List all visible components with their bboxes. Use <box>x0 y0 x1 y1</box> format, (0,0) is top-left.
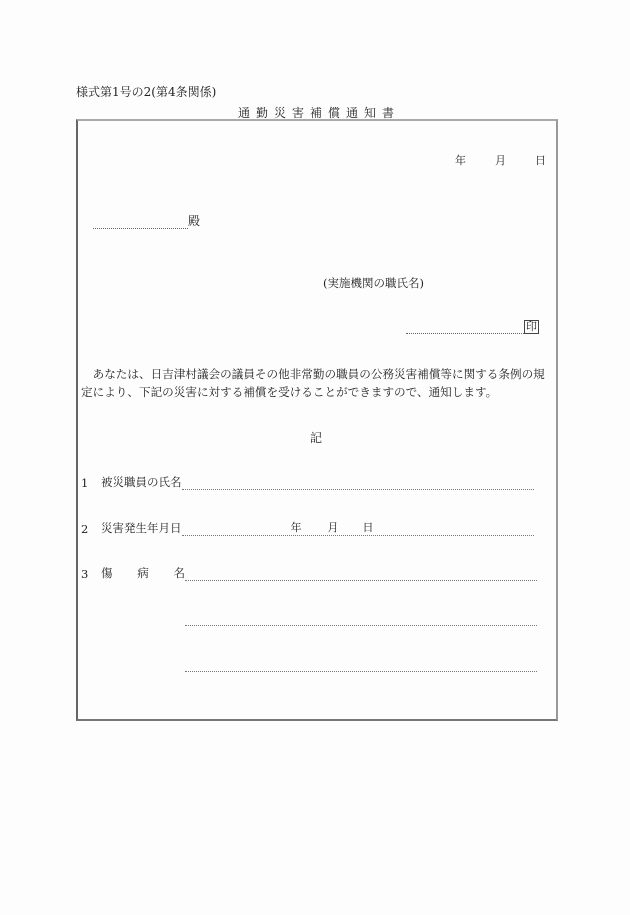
injury-name-blank-3[interactable] <box>185 671 537 672</box>
item-label-part: 名 <box>173 566 185 580</box>
issuer-signature-field <box>406 320 539 334</box>
item-number: 1 <box>81 476 89 490</box>
issue-date <box>455 152 546 168</box>
accident-year-label: 年 <box>290 521 302 534</box>
addressee-name-blank[interactable] <box>93 216 188 229</box>
notice-body-text: あなたは、日吉津村議会の議員その他非常勤の職員の公務災害補償等に関する条例の規定により、下記の災害に対する補償を受けることができますので、通知します。 <box>81 367 545 399</box>
item-label: 災害発生年月日 <box>101 521 182 535</box>
item-label-part: 傷 <box>101 566 113 580</box>
item-injured-staff-name <box>81 474 534 490</box>
item-accident-date <box>81 520 534 536</box>
form-number-label: 様式第1号の2(第4条関係) <box>76 85 217 99</box>
accident-date-blank[interactable] <box>182 523 534 536</box>
item-number: 2 <box>81 522 89 536</box>
item-injury-name <box>81 565 537 581</box>
document-title: 通勤災害補償通知書 <box>238 106 401 120</box>
issuer-name-blank[interactable] <box>406 321 524 334</box>
date-month-label: 月 <box>495 154 506 167</box>
injured-staff-name-blank[interactable] <box>182 477 534 490</box>
injury-name-blank-2[interactable] <box>185 625 537 626</box>
item-label: 被災職員の氏名 <box>101 475 182 489</box>
accident-day-label: 日 <box>362 521 374 534</box>
seal-mark: 印 <box>526 320 537 333</box>
form-frame <box>76 119 558 721</box>
ki-heading: 記 <box>310 431 323 445</box>
item-number: 3 <box>81 567 89 581</box>
item-label <box>101 565 185 581</box>
injury-name-blank-1[interactable] <box>185 568 537 581</box>
accident-month-label: 月 <box>327 521 339 534</box>
date-day-label: 日 <box>535 154 546 167</box>
date-year-label: 年 <box>455 154 466 167</box>
addressee-field <box>93 212 200 229</box>
issuer-org-label: (実施機関の職氏名) <box>323 276 424 290</box>
addressee-honorific: 殿 <box>188 214 201 228</box>
item-label-part: 病 <box>137 566 149 580</box>
